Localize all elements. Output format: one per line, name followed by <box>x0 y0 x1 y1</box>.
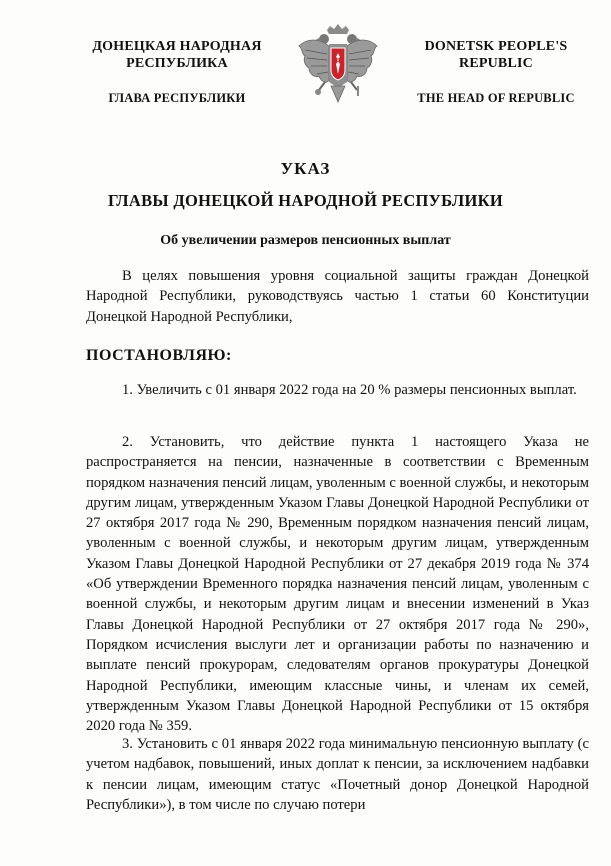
header-right-subtitle: THE HEAD OF REPUBLIC <box>417 91 575 105</box>
header-left <box>72 38 282 107</box>
preamble-paragraph: В целях повышения уровня социальной защиты граждан Донецкой Народной Республики, руководствуясь частью 1 статьи 60 Конституции Донецкой Народной Республики, <box>86 268 589 325</box>
document-subject: Об увеличении размеров пенсионных выплат <box>160 233 451 248</box>
decree-word: ПОСТАНОВЛЯЮ: <box>86 347 232 364</box>
item-2-paragraph: 2. Установить, что действие пункта 1 настоящего Указа не распространяется на пенсии, назначенные в соответствии с Временным порядком назначения пенсий лицам, уволенным с военной службы, и некоторым другим лицам, утвержденным Указом Главы Донецкой Народной Республики от 27 октября 2017 года № 290, Временным порядком назначения пенсий лицам, уволенным с военной службы, и некоторым другим лицам, утвержденным Указом Главы Донецкой Народной Республики от 27 декабря 2019 года № 374 «Об утверждении Временного порядка назначения пенсий лицам, уволенным с военной службы, и некоторым другим лицам и внесении изменений в Указ Главы Донецкой Народной Республики от 27 октября 2017 года № 290», Порядком исчисления выслуги лет и организации работы по назначению и выплате пенсий прокурорам, следователям органов прокуратуры Донецкой Народной Республики, имеющим классные чины, и членам их семей, утвержденным Указом Главы Донецкой Народной Республики от 15 октября 2020 года № 359. <box>86 434 589 735</box>
item-3-paragraph: 3. Установить с 01 января 2022 года минимальную пенсионную выплату (с учетом надбавок, повышений, иных доплат к пенсии, за исключением надбавки к пенсии лицам, имеющим статус «Почетный донор Донецкой Народной Республики»), в том числе по случаю потери <box>86 736 589 813</box>
item-1-paragraph: 1. Увеличить с 01 января 2022 года на 20 % размеры пенсионных выплат. <box>122 382 577 398</box>
header-right-title: DONETSK PEOPLE'S REPUBLIC <box>424 39 568 71</box>
coat-of-arms-icon <box>297 24 379 110</box>
header-left-subtitle: ГЛАВА РЕСПУБЛИКИ <box>108 91 246 105</box>
document-issuer: ГЛАВЫ ДОНЕЦКОЙ НАРОДНОЙ РЕСПУБЛИКИ <box>107 191 504 210</box>
document-type: УКАЗ <box>280 159 331 178</box>
document-title-block <box>0 159 611 211</box>
header-left-title: ДОНЕЦКАЯ НАРОДНАЯ РЕСПУБЛИКА <box>92 39 262 71</box>
header-right <box>398 38 594 107</box>
